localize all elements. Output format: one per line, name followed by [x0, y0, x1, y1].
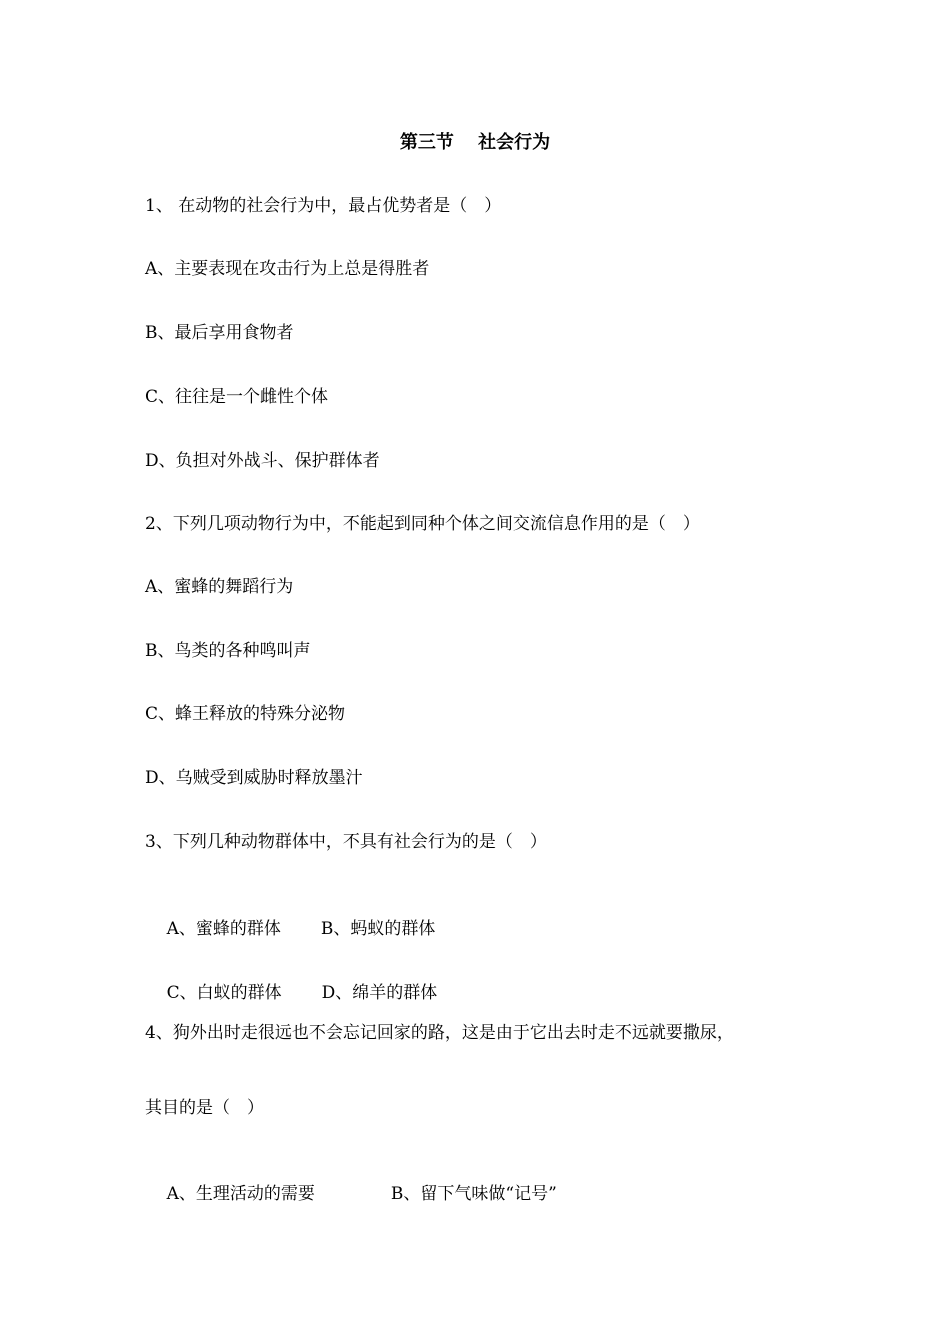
question-3-stem: 3、下列几种动物群体中，不具有社会行为的是（ ） — [145, 832, 547, 852]
question-3-option-a: A、蜜蜂的群体 — [166, 919, 281, 939]
question-3-option-c: C、白蚁的群体 — [166, 983, 282, 1003]
question-4-option-a: A、生理活动的需要 — [166, 1184, 315, 1204]
question-2-option-a: A、蜜蜂的舞蹈行为 — [145, 577, 294, 597]
question-3-options-row-1 — [145, 893, 435, 965]
question-1-option-b: B、最后享用食物者 — [145, 323, 294, 343]
section-title: 第三节 社会行为 — [399, 132, 551, 153]
question-1-option-a: A、主要表现在攻击行为上总是得胜者 — [145, 259, 430, 279]
question-3-options-row-2 — [145, 957, 437, 1029]
question-2-option-d: D、乌贼受到威胁时释放墨汁 — [145, 768, 363, 788]
question-1-option-d: D、负担对外战斗、保护群体者 — [145, 451, 380, 471]
question-4-stem-line-2: 其目的是（ ） — [145, 1098, 264, 1118]
question-1-option-c: C、往往是一个雌性个体 — [145, 387, 329, 407]
question-3-option-d: D、绵羊的群体 — [321, 983, 438, 1003]
question-3-option-b: B、蚂蚁的群体 — [320, 919, 436, 939]
question-2-option-b: B、鸟类的各种鸣叫声 — [145, 641, 311, 661]
question-4-options-row — [145, 1158, 557, 1230]
question-4-option-b: B、留下气味做“记号” — [390, 1184, 557, 1204]
question-2-stem: 2、下列几项动物行为中，不能起到同种个体之间交流信息作用的是（ ） — [145, 514, 700, 534]
question-2-option-c: C、蜂王释放的特殊分泌物 — [145, 704, 346, 724]
question-4-stem-line-1: 4、狗外出时走很远也不会忘记回家的路，这是由于它出去时走不远就要撒尿， — [145, 1023, 734, 1043]
question-1-stem: 1、 在动物的社会行为中，最占优势者是（ ） — [145, 196, 502, 216]
